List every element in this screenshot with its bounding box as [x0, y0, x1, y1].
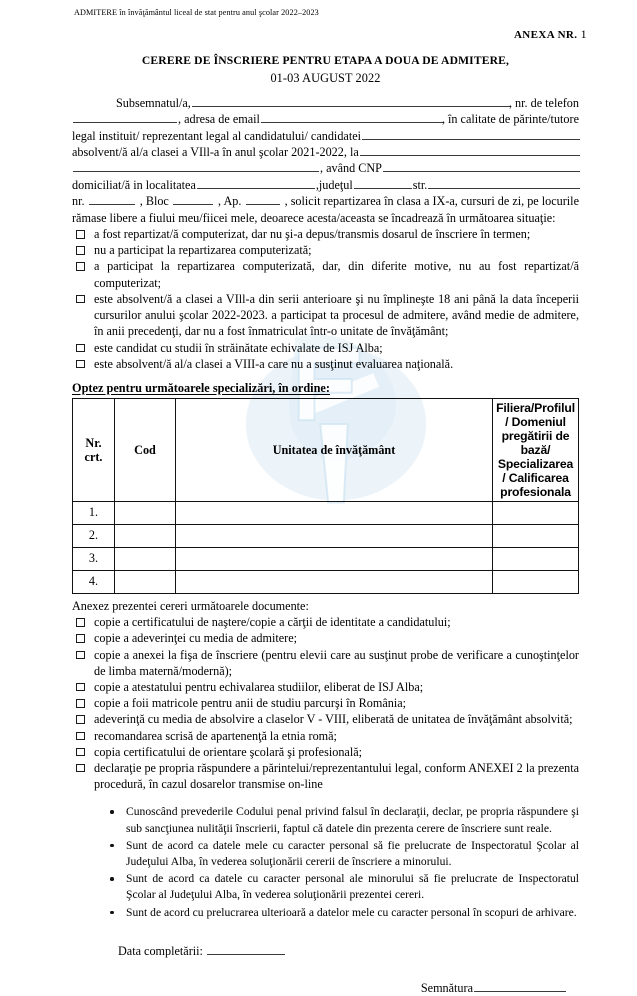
nr-crt-line1: Nr.	[85, 435, 102, 450]
body-line-5	[72, 160, 579, 176]
document-label: copie a foii matricole pentru anii de studiu parcurşi în România;	[94, 696, 407, 711]
label-solicit-repartizare: , solicit repartizarea în clasa a IX-a, cursuri de zi, pe locurile	[284, 194, 579, 209]
signature-row	[72, 980, 579, 996]
annex-number	[72, 27, 587, 42]
checkbox-icon[interactable]	[76, 262, 85, 271]
document-item[interactable]	[72, 760, 579, 792]
cell-index: 1.	[73, 501, 115, 524]
field-semnatura[interactable]	[474, 980, 566, 992]
declaration-item	[106, 838, 579, 870]
label-nr: nr.	[72, 194, 85, 209]
checkbox-icon[interactable]	[76, 651, 85, 660]
field-apartament[interactable]	[246, 193, 280, 205]
label-nr-telefon: , nr. de telefon	[508, 95, 579, 110]
label-comma-1: ,	[315, 177, 319, 192]
bullet-icon	[110, 844, 114, 848]
situation-label: este candidat cu studii în străinătate echivalate de ISJ Alba;	[94, 340, 383, 355]
declaration-item	[106, 905, 579, 921]
field-telefon[interactable]	[73, 111, 177, 123]
bullet-icon	[110, 911, 114, 915]
body-line-8: rămase libere a fiului meu/fiicei mele, deoarece acesta/aceasta se încadrează în următoarea situaţie:	[72, 210, 556, 225]
declaration-text: Sunt de acord ca datele cu caracter personal ale minorului să fie prelucrate de Inspectoratul Şcolar al Judeţului Alba, în vederea soluţionării prezentei cereri.	[126, 872, 579, 902]
table-row	[73, 501, 579, 524]
checkbox-icon[interactable]	[76, 748, 85, 757]
bullet-icon	[110, 877, 114, 881]
field-localitate[interactable]	[197, 177, 315, 189]
column-header-filiera	[493, 398, 579, 501]
filiera-line1: Filiera/Profilul / Domeniul pregătirii de bază/	[496, 400, 575, 457]
checkbox-icon[interactable]	[76, 295, 85, 304]
document-header-note: ADMITERE în învăţământul liceal de stat pentru anul şcolar 2022–2023	[74, 8, 319, 17]
document-label: declaraţie pe propria răspundere a părintelui/reprezentantului legal, conform ANEXEI 2 la prezenta procedură, în cazul dosarelor transmise on-line	[94, 760, 579, 792]
declaration-text: Sunt de acord cu prelucrarea ulterioară a datelor mele cu caracter personal în scopuri de arhivare.	[126, 905, 577, 919]
checkbox-icon[interactable]	[76, 764, 85, 773]
document-item[interactable]	[72, 711, 579, 727]
situation-label: a participat la repartizarea computerizată, dar, din diferite motive, nu au fost repartizat/ă computerizat;	[94, 259, 579, 290]
label-domiciliat: domiciliat/ă in localitatea	[72, 177, 196, 192]
checkbox-icon[interactable]	[76, 732, 85, 741]
field-unitate-absolvita[interactable]	[359, 144, 579, 156]
label-bloc: , Bloc	[139, 194, 169, 209]
situation-item[interactable]	[72, 226, 579, 242]
situation-item[interactable]	[72, 340, 579, 356]
document-label: adeverinţă cu media de absolvire a claselor V - VIII, eliberată de unitatea de învăţământ absolvită;	[94, 712, 573, 727]
body-line-4	[72, 144, 579, 160]
declaration-item	[106, 804, 579, 836]
table-row	[73, 570, 579, 593]
checkbox-icon[interactable]	[76, 683, 85, 692]
checkbox-icon[interactable]	[76, 618, 85, 627]
label-str: str.	[412, 177, 428, 192]
situation-item[interactable]	[72, 242, 579, 258]
declaration-text: Cunoscând prevederile Codului penal privind falsul în declaraţii, declar, pe propria răspundere şi sub sancţiunea nulităţii înscrierii, faptul că datele din prezenta cerere de înscriere sunt reale.	[126, 805, 579, 835]
checkbox-icon[interactable]	[76, 246, 85, 255]
cell-cod[interactable]	[115, 547, 176, 570]
field-numar[interactable]	[89, 193, 135, 205]
document-label: recomandarea scrisă de apartenenţă la etnia romă;	[94, 728, 337, 743]
documents-list	[72, 614, 579, 792]
checkbox-icon[interactable]	[76, 344, 85, 353]
label-judetul: judeţul	[318, 177, 353, 192]
label-ap: , Ap.	[218, 194, 242, 209]
table-row	[73, 524, 579, 547]
declaration-text: Sunt de acord ca datele mele cu caracter personal să fie prelucrate de Inspectoratul Şcolar al Judeţului Alba, în vederea soluţionării cererii de înscriere a minorului.	[126, 838, 579, 868]
situation-item[interactable]	[72, 258, 579, 290]
options-table	[72, 398, 579, 594]
date-label: Data completării:	[118, 943, 203, 958]
situation-item[interactable]	[72, 291, 579, 340]
cell-unitate[interactable]	[176, 570, 493, 593]
document-label: copie a anexei la fişa de înscriere (pentru elevii care au susţinut probe de verificare a cunoştinţelor de limba maternă/modernă);	[94, 647, 579, 678]
cell-index: 4.	[73, 570, 115, 593]
table-row	[73, 547, 579, 570]
documents-intro: Anexez prezentei cereri următoarele documente:	[72, 598, 309, 613]
field-bloc[interactable]	[173, 193, 213, 205]
checkbox-icon[interactable]	[76, 634, 85, 643]
application-body	[72, 95, 579, 226]
cell-index: 2.	[73, 524, 115, 547]
field-data-completarii[interactable]	[207, 943, 285, 955]
situation-label: a fost repartizat/ă computerizat, dar nu şi-a depus/transmis dosarul de înscriere în termen;	[94, 227, 531, 242]
label-calitate: , în calitate de părinte/tutore	[441, 112, 579, 127]
page-title: CERERE DE ÎNSCRIERE PENTRU ETAPA A DOUA DE ADMITERE,	[141, 54, 510, 67]
signature-label: Semnătura	[420, 980, 473, 995]
document-item[interactable]	[72, 695, 579, 711]
body-line-2	[72, 111, 579, 127]
document-label: copia certificatului de orientare şcolară şi profesională;	[94, 744, 363, 759]
document-label: copie a adeverinţei cu media de admitere;	[94, 631, 298, 646]
declaration-item	[106, 871, 579, 903]
label-reprezentant-legal: legal instituit/ reprezentant legal al candidatului/ candidatei	[72, 128, 362, 143]
form-footer	[72, 943, 579, 996]
cell-cod[interactable]	[115, 570, 176, 593]
date-row	[118, 943, 579, 959]
checkbox-icon[interactable]	[76, 715, 85, 724]
cell-filiera[interactable]	[493, 547, 579, 570]
situation-label: este absolvent/ă a clasei a VIll-a din serii anterioare şi nu împlineşte 18 ani până la data începerii cursurilor anului şcolar 2022-2023. a participat ta procesul de admitere, având medie de admitere, în anii precedenţi, dar nu a fost înmatriculat într-o unitate de învăţământ;	[94, 291, 579, 339]
document-item[interactable]	[72, 679, 579, 695]
annex-value: 1	[580, 27, 587, 41]
column-header-cod: Cod	[115, 398, 176, 501]
cell-cod[interactable]	[115, 524, 176, 547]
column-header-unitate: Unitatea de învăţământ	[176, 398, 493, 501]
page-subtitle: 01-03 AUGUST 2022	[270, 70, 381, 85]
document-label: copie a atestatului pentru echivalarea studiilor, eliberat de ISJ Alba;	[94, 679, 424, 694]
annex-label: ANEXA NR.	[513, 29, 578, 41]
situation-label: nu a participat la repartizarea computerizată;	[94, 243, 312, 258]
body-line-1	[72, 95, 579, 111]
table-header-row	[73, 398, 579, 501]
cell-unitate[interactable]	[176, 501, 493, 524]
cell-filiera[interactable]	[493, 524, 579, 547]
checkbox-icon[interactable]	[76, 230, 85, 239]
checkbox-icon[interactable]	[76, 699, 85, 708]
document-label: copie a certificatului de naştere/copie a cărţii de identitate a candidatului;	[94, 615, 451, 630]
declarations-list	[106, 804, 579, 920]
column-header-nr-crt	[73, 398, 115, 501]
field-reprezentant[interactable]	[361, 128, 579, 140]
document-item[interactable]	[72, 647, 579, 679]
checkbox-icon[interactable]	[76, 360, 85, 369]
field-unitate-cont[interactable]	[73, 160, 319, 172]
field-strada[interactable]	[427, 177, 579, 189]
label-absolvent-clasa: absolvent/ă al/a clasei a VIll-a în anul şcolar 2021-2022, la	[72, 145, 359, 160]
document-item[interactable]	[72, 728, 579, 744]
filiera-line2: Specializarea / Calificarea profesionala	[497, 456, 574, 499]
document-item[interactable]	[72, 630, 579, 646]
field-nume[interactable]	[191, 95, 509, 107]
field-email[interactable]	[260, 111, 442, 123]
cell-filiera[interactable]	[493, 570, 579, 593]
body-line-7	[72, 193, 579, 209]
label-subsemnatul: Subsemnatul/a,	[116, 95, 191, 110]
label-adresa-email: , adresa de email	[178, 112, 260, 127]
field-cnp[interactable]	[382, 160, 579, 172]
body-line-3	[72, 128, 579, 144]
field-judet[interactable]	[354, 177, 412, 189]
document-item[interactable]	[72, 614, 579, 630]
situations-list	[72, 226, 579, 372]
options-heading: Optez pentru următoarele specializări, în ordine:	[72, 380, 330, 395]
cell-cod[interactable]	[115, 501, 176, 524]
cell-index: 3.	[73, 547, 115, 570]
cell-unitate[interactable]	[176, 524, 493, 547]
cell-unitate[interactable]	[176, 547, 493, 570]
cell-filiera[interactable]	[493, 501, 579, 524]
label-cnp: , având CNP	[320, 161, 382, 176]
body-line-6	[72, 177, 579, 193]
situation-item[interactable]	[72, 356, 579, 372]
nr-crt-line2: crt.	[84, 449, 103, 464]
bullet-icon	[110, 810, 114, 814]
document-item[interactable]	[72, 744, 579, 760]
situation-label: este absolvent/ă al/a clasei a VIII-a care nu a susţinut evaluarea naţională.	[94, 356, 454, 371]
